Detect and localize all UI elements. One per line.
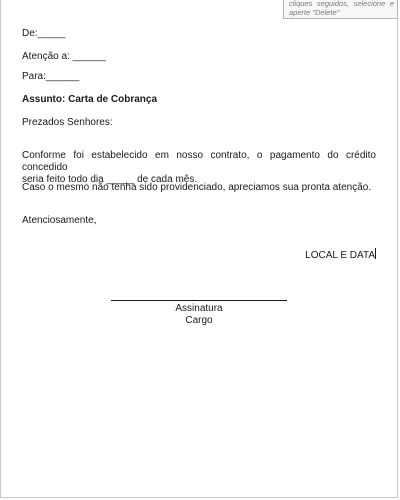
signature-line	[111, 300, 287, 301]
body-paragraph-1	[22, 150, 376, 186]
signature-label: Assinatura	[175, 303, 223, 314]
place-and-date[interactable]	[305, 248, 376, 262]
comment-balloon[interactable]	[283, 0, 398, 19]
paragraph-1-line-1: Conforme foi estabelecido em nosso contrato, o pagamento do crédito concedido	[22, 150, 376, 173]
place-and-date-text: LOCAL E DATA	[305, 250, 375, 261]
comment-line-1: cliques seguidos, selecione e	[289, 0, 394, 8]
subject-line: Assunto: Carta de Cobrança	[22, 94, 158, 105]
comment-line-2: aperte "Delete"	[289, 7, 340, 17]
text-cursor	[375, 248, 376, 259]
attention-field[interactable]: Atenção a: ______	[22, 51, 106, 62]
paragraph-1-line-2: seria feito todo dia _____ de cada mês.	[22, 174, 198, 185]
from-field[interactable]: De:_____	[22, 28, 66, 39]
to-field[interactable]: Para:______	[22, 71, 80, 82]
position-label: Cargo	[185, 315, 213, 326]
closing: Atenciosamente,	[22, 215, 97, 226]
salutation: Prezados Senhores:	[22, 117, 113, 128]
body-paragraph-2: Caso o mesmo não tenha sido providenciado, apreciamos sua pronta atenção.	[22, 182, 372, 193]
